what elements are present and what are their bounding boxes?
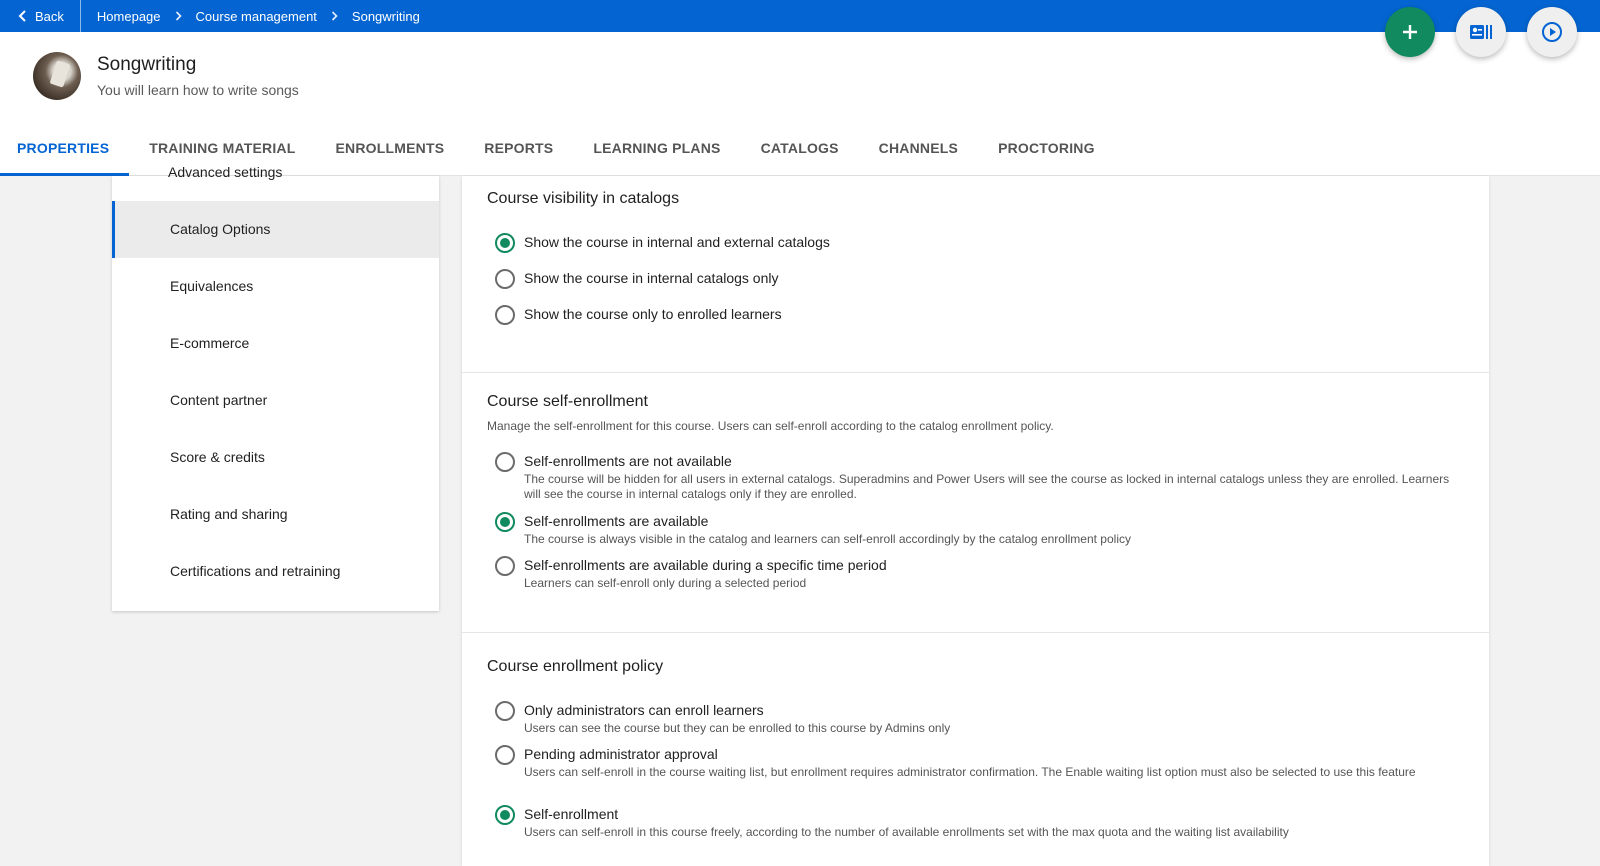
tab-proctoring[interactable]: PROCTORING: [998, 140, 1095, 156]
tab-reports[interactable]: REPORTS: [484, 140, 554, 156]
radio-icon[interactable]: [495, 556, 515, 576]
policy-option-pending-approval[interactable]: [495, 745, 1464, 780]
enrollment-policy-title: Course enrollment policy: [487, 658, 664, 675]
radio-icon[interactable]: [495, 745, 515, 765]
course-header: [0, 32, 1600, 176]
sidebar-item-certifications[interactable]: Certifications and retraining: [170, 563, 341, 579]
option-help: The course will be hidden for all users in external catalogs. Superadmins and Power Users will see the course as locked in internal catalogs unless they are enrolled. Learners will see the course in internal catalogs only if they are enrolled.: [524, 472, 1450, 501]
chevron-left-icon: [18, 10, 27, 22]
sidebar-item-rating-sharing[interactable]: Rating and sharing: [170, 506, 288, 522]
option-label: Show the course in internal and external catalogs: [524, 234, 830, 250]
sidebar-item-content-partner[interactable]: Content partner: [170, 392, 268, 408]
policy-option-self-enrollment[interactable]: [495, 805, 1464, 840]
option-label: Show the course only to enrolled learners: [524, 306, 782, 322]
sidebar-item-equivalences[interactable]: Equivalences: [170, 278, 254, 294]
sidebar-item-score-credits[interactable]: Score & credits: [170, 449, 265, 465]
catalog-options-panel: [462, 176, 1489, 866]
tab-properties[interactable]: PROPERTIES: [0, 132, 129, 176]
sidebar-item-e-commerce[interactable]: E-commerce: [170, 335, 250, 351]
radio-icon[interactable]: [495, 269, 515, 289]
option-label: Self-enrollment: [524, 806, 619, 822]
back-label: Back: [35, 8, 64, 24]
breadcrumb-course-management[interactable]: Course management: [195, 8, 317, 24]
radio-checked-icon[interactable]: [495, 805, 515, 825]
radio-checked-icon[interactable]: [495, 512, 515, 532]
option-label: Self-enrollments are not available: [524, 453, 732, 469]
breadcrumb: [81, 9, 420, 24]
play-icon: [1541, 21, 1563, 43]
page-subtitle: You will learn how to write songs: [97, 82, 299, 98]
page-title: Songwriting: [97, 54, 197, 75]
option-label: Pending administrator approval: [524, 746, 718, 762]
policy-option-admins-only[interactable]: [495, 701, 1464, 736]
radio-icon[interactable]: [495, 305, 515, 325]
option-help: Users can see the course but they can be enrolled to this course by Admins only: [524, 721, 951, 735]
option-label: Show the course in internal catalogs only: [524, 270, 779, 286]
tab-channels[interactable]: CHANNELS: [878, 140, 959, 156]
tab-learning-plans[interactable]: LEARNING PLANS: [593, 140, 721, 156]
self-enrollment-description: Manage the self-enrollment for this course. Users can self-enroll according to the catalog enrollment policy.: [487, 419, 1054, 433]
radio-checked-icon[interactable]: [495, 233, 515, 253]
option-help: The course is always visible in the catalog and learners can self-enroll accordingly by the catalog enrollment policy: [524, 532, 1131, 546]
sidebar-item-advanced-settings[interactable]: Advanced settings: [168, 164, 283, 180]
radio-icon[interactable]: [495, 452, 515, 472]
option-label: Self-enrollments are available: [524, 513, 709, 529]
ilt-button[interactable]: [1456, 7, 1506, 57]
breadcrumb-homepage[interactable]: Homepage: [96, 8, 161, 24]
top-bar: [0, 0, 1600, 32]
visibility-option-internal-only[interactable]: [495, 269, 1464, 289]
settings-sidebar: [112, 164, 439, 611]
option-label: Self-enrollments are available during a specific time period: [524, 557, 887, 573]
breadcrumb-songwriting: Songwriting: [351, 8, 420, 24]
self-enrollment-section: [462, 373, 1489, 633]
tab-training-material[interactable]: TRAINING MATERIAL: [149, 140, 296, 156]
tab-catalogs[interactable]: CATALOGS: [760, 140, 839, 156]
play-button[interactable]: [1527, 7, 1577, 57]
visibility-option-internal-external[interactable]: [495, 233, 1464, 253]
sidebar-item-catalog-options[interactable]: Catalog Options: [112, 201, 439, 258]
add-button[interactable]: [1385, 7, 1435, 57]
course-thumbnail: [33, 52, 81, 100]
chevron-right-icon: [331, 11, 338, 21]
option-label: Only administrators can enroll learners: [524, 702, 764, 718]
option-help: Users can self-enroll in this course freely, according to the number of available enrollments set with the max quota and the waiting list availability: [524, 825, 1289, 839]
visibility-option-enrolled-only[interactable]: [495, 305, 1464, 325]
back-button[interactable]: [0, 0, 81, 32]
ilt-icon: [1469, 23, 1493, 41]
chevron-right-icon: [175, 11, 182, 21]
self-enrollment-title: Course self-enrollment: [487, 393, 648, 410]
visibility-title: Course visibility in catalogs: [487, 190, 680, 207]
self-enrollment-option-not-available[interactable]: [495, 452, 1464, 502]
self-enrollment-option-time-period[interactable]: [495, 556, 1464, 591]
self-enrollment-option-available[interactable]: [495, 512, 1464, 547]
radio-icon[interactable]: [495, 701, 515, 721]
tab-enrollments[interactable]: ENROLLMENTS: [335, 140, 445, 156]
option-help: Users can self-enroll in the course waiting list, but enrollment requires administrator confirmation. The Enable waiting list option must also be selected to use this feature: [524, 765, 1416, 779]
option-help: Learners can self-enroll only during a selected period: [524, 576, 807, 590]
visibility-section: [462, 176, 1489, 373]
plus-icon: [1402, 24, 1418, 40]
enrollment-policy-section: [462, 633, 1489, 866]
